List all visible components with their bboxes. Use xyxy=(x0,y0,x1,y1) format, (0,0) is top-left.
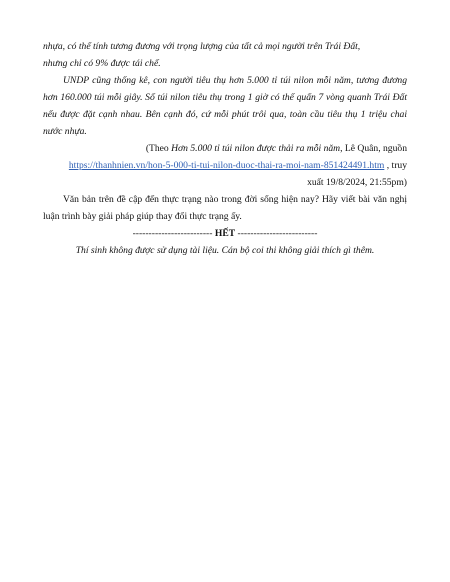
citation-link[interactable]: https://thanhnien.vn/hon-5-000-ti-tui-nilon-duoc-thai-ra-moi-nam-851424491.htm xyxy=(68,160,385,171)
citation-title: Hơn 5.000 tỉ túi nilon được thải ra mỗi năm xyxy=(171,143,341,154)
passage-line-2: nhưng chỉ có 9% được tái chế. xyxy=(43,58,161,69)
citation-line-2 xyxy=(43,157,407,174)
essay-question: Văn bản trên đề cập đến thực trạng nào trong đời sống hiện nay? Hãy viết bài văn nghị luận trình bày giải pháp giúp thay đổi thực trạng ấy. xyxy=(43,194,407,222)
footer-note: Thí sinh không được sử dụng tài liệu. Cán bộ coi thi không giải thích gì thêm. xyxy=(75,245,375,256)
citation-prefix: (Theo xyxy=(145,143,172,154)
document-body xyxy=(43,38,407,259)
end-marker xyxy=(43,225,407,242)
end-label: HẾT xyxy=(214,228,236,239)
end-dashes-right: ------------------------- xyxy=(235,228,318,239)
citation-access-date: xuất 19/8/2024, 21:55pm) xyxy=(307,177,407,188)
passage-paragraph-2: UNDP cũng thống kê, con người tiêu thụ hơn 5.000 tỉ túi nilon mỗi năm, tương đương hơn 160.000 túi mỗi giây. Số túi nilon tiêu thụ trong 1 giờ có thể quấn 7 vòng quanh Trái Đất nếu được đặt cạnh nhau. Bên cạnh đó, cứ mỗi phút trôi qua, toàn cầu tiêu thụ 1 triệu chai nước nhựa. xyxy=(43,75,407,137)
end-dashes-left: ------------------------- xyxy=(132,228,215,239)
citation-line-1 xyxy=(43,140,407,157)
citation-after-url: , truy xyxy=(384,160,407,171)
passage-line-1: nhựa, có thể tính tương đương với trọng lượng của tất cả mọi người trên Trái Đất, xyxy=(43,41,361,52)
citation-author: , Lê Quân, nguồn xyxy=(340,143,407,154)
